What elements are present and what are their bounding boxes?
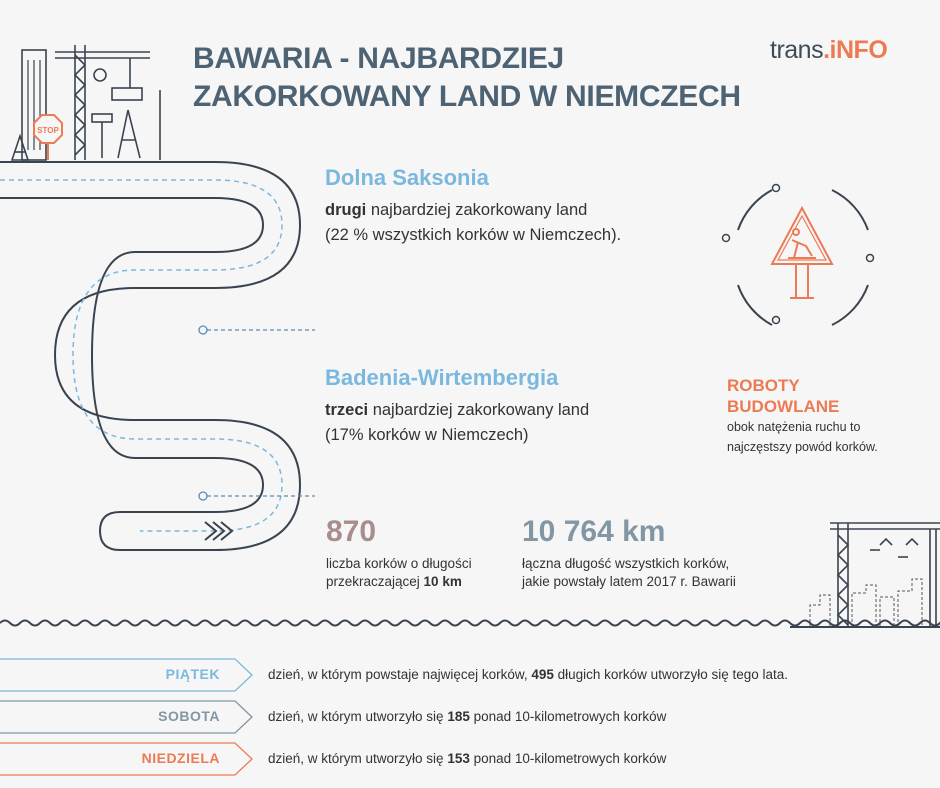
stat-length-line-1: łączna długość wszystkich korków, xyxy=(522,556,730,571)
day-row-friday xyxy=(0,657,940,693)
region-block-lower-saxony xyxy=(325,165,725,248)
region-rank-rest: najbardziej zakorkowany land xyxy=(366,201,588,219)
region-rank xyxy=(325,398,725,423)
page-title xyxy=(193,40,753,116)
region-block-baden-wurttemberg xyxy=(325,365,725,448)
region-detail: (17% korków w Niemczech) xyxy=(325,426,529,444)
stat-count-bold: 10 km xyxy=(423,574,462,589)
stat-length-line-2: jakie powstały latem 2017 r. Bawarii xyxy=(522,574,736,589)
region-name: Dolna Saksonia xyxy=(325,165,489,190)
region-detail: (22 % wszystkich korków w Niemczech). xyxy=(325,226,622,244)
day-desc-bold: 153 xyxy=(447,751,470,766)
roadworks-text-2: najczęstszy powód korków. xyxy=(727,440,878,454)
roadworks-block xyxy=(727,375,927,457)
logo-info: iNFO xyxy=(829,36,888,64)
wavy-divider xyxy=(0,616,940,630)
day-desc-pre: dzień, w którym utworzyło się xyxy=(268,751,448,766)
day-row-saturday xyxy=(0,699,940,735)
leader-lines xyxy=(195,325,325,505)
day-desc-pre: dzień, w którym utworzyło się xyxy=(268,709,448,724)
region-rank xyxy=(325,198,725,223)
logo-text: trans xyxy=(770,36,824,64)
day-description xyxy=(268,751,666,766)
title-line-2: ZAKORKOWANY LAND W NIEMCZECH xyxy=(193,80,741,113)
arrow-shape xyxy=(0,657,260,693)
day-row-sunday xyxy=(0,741,940,777)
day-desc-pre: dzień, w którym powstaje najwięcej korków, xyxy=(268,667,532,682)
arrow-shape xyxy=(0,699,260,735)
arrow-shape xyxy=(0,741,260,777)
day-desc-post: ponad 10-kilometrowych korków xyxy=(469,751,667,766)
logo-dot: . xyxy=(823,36,830,64)
day-label: SOBOTA xyxy=(158,708,220,724)
stat-count-value: 870 xyxy=(326,515,377,548)
region-rank-word: drugi xyxy=(325,201,367,219)
region-name: Badenia-Wirtembergia xyxy=(325,365,559,390)
day-desc-post: długich korków utworzyło się tego lata. xyxy=(553,667,789,682)
stop-sign-text: STOP xyxy=(37,126,59,135)
roadworks-title-2: BUDOWLANE xyxy=(727,397,840,416)
region-rank-rest: najbardziej zakorkowany land xyxy=(368,401,590,419)
title-line-1: BAWARIA - NAJBARDZIEJ xyxy=(193,42,564,75)
stat-count-line-1: liczba korków o długości xyxy=(326,556,472,571)
day-description xyxy=(268,709,666,724)
day-label: PIĄTEK xyxy=(165,666,220,682)
city-skyline-illustration xyxy=(790,515,940,630)
stat-count-block xyxy=(326,515,516,591)
roadworks-sign-icon xyxy=(720,180,885,340)
stat-length-value: 10 764 km xyxy=(522,515,666,548)
day-description xyxy=(268,667,788,682)
day-desc-bold: 185 xyxy=(447,709,470,724)
stat-length-block xyxy=(522,515,772,591)
region-rank-word: trzeci xyxy=(325,401,369,419)
stat-count-pre: przekraczającej xyxy=(326,574,424,589)
brand-logo xyxy=(770,36,887,65)
day-desc-post: ponad 10-kilometrowych korków xyxy=(469,709,667,724)
roadworks-title-1: ROBOTY xyxy=(727,376,800,395)
stat-count-line-2 xyxy=(326,573,516,591)
day-desc-bold: 495 xyxy=(531,667,554,682)
day-label: NIEDZIELA xyxy=(141,750,220,766)
roadworks-text-1: obok natężenia ruchu to xyxy=(727,420,861,434)
